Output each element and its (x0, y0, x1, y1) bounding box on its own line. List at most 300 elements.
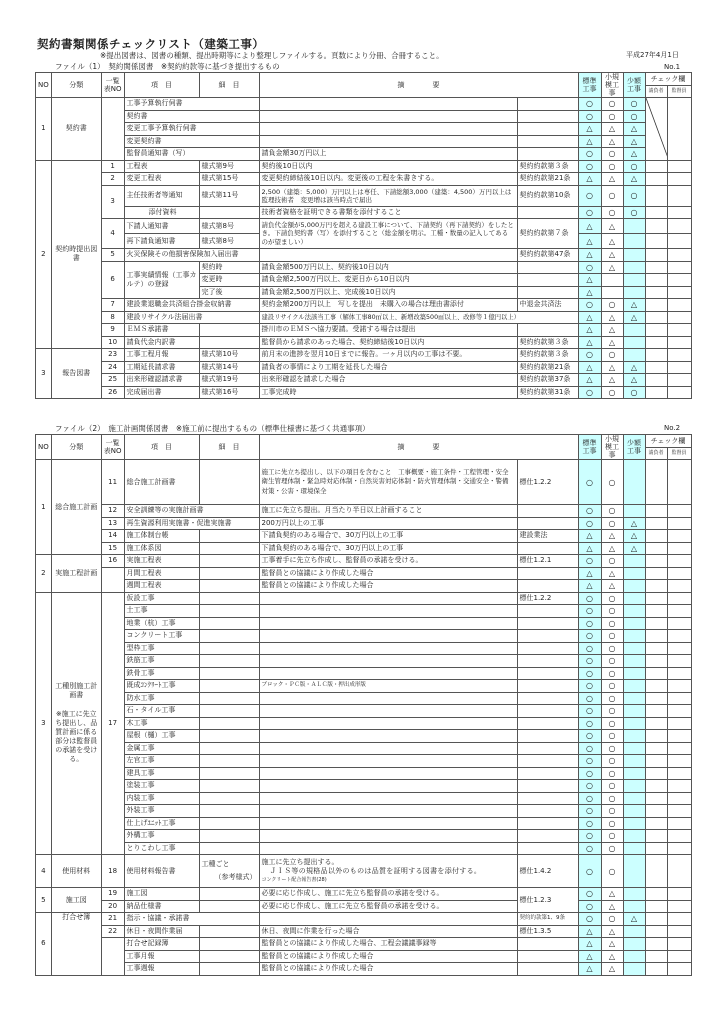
detail (199, 336, 259, 349)
check-contractor[interactable] (645, 374, 667, 387)
group-category: 総合施工計画 (51, 460, 101, 555)
mark-minor (623, 592, 645, 605)
checklist-table-file-2 (35, 434, 692, 976)
detail: 様式第8号 (199, 234, 259, 249)
check-contractor[interactable] (645, 336, 667, 349)
detail (199, 730, 259, 743)
mark-small (601, 286, 623, 299)
group-no: 2 (36, 555, 52, 593)
item-name: 型枠工事 (124, 642, 199, 655)
mark-minor: △ (623, 517, 645, 530)
reference: 契約約款第21条 (517, 173, 578, 186)
mark-standard: △ (578, 324, 601, 337)
table-row (36, 160, 692, 173)
summary (259, 98, 517, 111)
detail (199, 530, 259, 543)
reference (517, 135, 578, 148)
table-row (36, 642, 692, 655)
header-list-no: 一覧 表NO (101, 73, 124, 98)
item-name: 完成届出書 (124, 386, 199, 399)
mark-minor (623, 605, 645, 618)
mark-standard: ○ (578, 717, 601, 730)
mark-small: ○ (601, 185, 623, 206)
summary: 請負金額30万円以上 (259, 148, 517, 161)
check-supervisor[interactable] (667, 299, 691, 312)
item-name: 仮設工事 (124, 592, 199, 605)
check-supervisor[interactable] (667, 963, 691, 976)
check-contractor[interactable] (645, 580, 667, 593)
check-contractor[interactable] (645, 655, 667, 668)
check-supervisor[interactable] (667, 98, 691, 161)
check-supervisor[interactable] (667, 311, 691, 324)
table-row (36, 630, 692, 643)
summary: 監督員から請求のあった場合、契約締結後10日以内 (259, 336, 517, 349)
check-contractor[interactable] (645, 555, 667, 568)
summary (259, 655, 517, 668)
summary (259, 780, 517, 793)
check-supervisor[interactable] (667, 261, 691, 274)
check-contractor[interactable] (645, 630, 667, 643)
check-supervisor[interactable] (667, 888, 691, 901)
detail-line: 工種ごと (201, 860, 230, 868)
detail (199, 460, 259, 505)
check-supervisor[interactable] (667, 655, 691, 668)
header-contractor: 請負者 (645, 447, 667, 460)
summary: 請負金額2,500万円以上、変更日から10日以内 (259, 274, 517, 287)
detail (199, 742, 259, 755)
item-name: 実施工程表 (124, 555, 199, 568)
check-supervisor[interactable] (667, 742, 691, 755)
item-name: 地業（杭）工事 (124, 617, 199, 630)
check-supervisor[interactable] (667, 717, 691, 730)
mark-minor: ○ (623, 185, 645, 206)
check-contractor[interactable] (645, 680, 667, 693)
mark-standard: △ (578, 580, 601, 593)
check-supervisor[interactable] (667, 185, 691, 206)
check-contractor[interactable] (645, 667, 667, 680)
mark-standard: △ (578, 219, 601, 234)
check-supervisor[interactable] (667, 460, 691, 505)
summary: 前月末の進捗を翌月10日までに報告。一ヶ月以内の工事は不要。 (259, 349, 517, 362)
mark-standard: △ (578, 249, 601, 262)
table-row (36, 219, 692, 234)
mark-standard: ○ (578, 460, 601, 505)
check-contractor[interactable] (645, 692, 667, 705)
header-contractor: 請負者 (645, 85, 667, 98)
check-contractor[interactable] (645, 542, 667, 555)
check-supervisor[interactable] (667, 274, 691, 287)
check-contractor[interactable] (645, 730, 667, 743)
check-contractor[interactable] (645, 755, 667, 768)
header-no: NO (36, 73, 52, 98)
reference (517, 642, 578, 655)
header-standard-work: 標準 工事 (578, 73, 601, 98)
check-supervisor[interactable] (667, 767, 691, 780)
check-contractor[interactable] (645, 324, 667, 337)
check-supervisor[interactable] (667, 617, 691, 630)
mark-standard: ○ (578, 667, 601, 680)
check-contractor[interactable] (645, 605, 667, 618)
mark-small: △ (601, 173, 623, 186)
table-row (36, 148, 692, 161)
header-minor-work: 少額 工事 (623, 73, 645, 98)
mark-small: ○ (601, 830, 623, 843)
mark-standard: ○ (578, 680, 601, 693)
check-supervisor[interactable] (667, 913, 691, 926)
check-contractor[interactable] (645, 286, 667, 299)
check-supervisor[interactable] (667, 286, 691, 299)
header-detail: 細 目 (199, 73, 259, 98)
summary: 請負金額2,500万円以上、完成後10日以内 (259, 286, 517, 299)
page-title: 契約書類関係チェックリスト（建築工事） (37, 37, 265, 51)
check-supervisor[interactable] (667, 730, 691, 743)
item-name: 施工体系図 (124, 542, 199, 555)
reference: 建設業法 (517, 530, 578, 543)
mark-standard: ○ (578, 505, 601, 518)
check-supervisor[interactable] (667, 605, 691, 618)
mark-standard: △ (578, 925, 601, 938)
check-contractor[interactable] (645, 855, 667, 888)
check-supervisor[interactable] (667, 234, 691, 249)
mark-small: ○ (601, 605, 623, 618)
reference: 標仕1.4.2 (517, 855, 578, 888)
check-contractor[interactable] (645, 642, 667, 655)
check-contractor[interactable] (645, 780, 667, 793)
mark-small: ○ (601, 717, 623, 730)
check-supervisor[interactable] (667, 219, 691, 234)
reference: 契約約款第10条 (517, 185, 578, 206)
mark-minor (623, 767, 645, 780)
reference (517, 286, 578, 299)
mark-standard: ○ (578, 110, 601, 123)
item-name: 再下請負通知書 (124, 234, 199, 249)
item-name: 打合せ記録簿 (124, 938, 199, 951)
list-no: 20 (101, 900, 124, 913)
check-supervisor[interactable] (667, 336, 691, 349)
check-supervisor[interactable] (667, 817, 691, 830)
reference (517, 780, 578, 793)
summary: 工事着手に先立ち作成し、監督員の承諾を受ける。 (259, 555, 517, 568)
group-category: 実施工程計画 (51, 555, 101, 593)
summary: 必要に応じ作成し、施工に先立ち監督員の承諾を受ける。 (259, 900, 517, 913)
list-no: 8 (101, 311, 124, 324)
table-row (36, 680, 692, 693)
header-summary: 摘 要 (259, 435, 578, 460)
check-contractor[interactable] (645, 938, 667, 951)
list-no (101, 98, 124, 161)
check-contractor[interactable] (645, 913, 667, 926)
detail (199, 580, 259, 593)
check-supervisor[interactable] (667, 530, 691, 543)
mark-standard: △ (578, 123, 601, 136)
check-supervisor[interactable] (667, 324, 691, 337)
mark-small: △ (601, 900, 623, 913)
mark-standard: ○ (578, 386, 601, 399)
mark-minor (623, 630, 645, 643)
summary: 監督員との協議により作成した場合 (259, 580, 517, 593)
reference: 契約約款第31条 (517, 386, 578, 399)
table-row (36, 517, 692, 530)
list-no: 23 (101, 349, 124, 362)
check-contractor[interactable] (645, 261, 667, 274)
mark-small: △ (601, 374, 623, 387)
check-supervisor[interactable] (667, 680, 691, 693)
check-supervisor[interactable] (667, 374, 691, 387)
check-contractor[interactable] (645, 219, 667, 234)
item-name: 工程表 (124, 160, 199, 173)
check-contractor[interactable] (645, 830, 667, 843)
table-row (36, 938, 692, 951)
check-supervisor[interactable] (667, 361, 691, 374)
issue-date: 平成27年4月1日 (626, 51, 679, 59)
check-contractor[interactable] (645, 742, 667, 755)
check-contractor[interactable] (645, 963, 667, 976)
check-contractor[interactable] (645, 173, 667, 186)
reference (517, 580, 578, 593)
check-supervisor[interactable] (667, 386, 691, 399)
check-supervisor[interactable] (667, 580, 691, 593)
check-contractor[interactable] (645, 361, 667, 374)
detail (199, 642, 259, 655)
check-supervisor[interactable] (667, 173, 691, 186)
check-contractor[interactable] (645, 805, 667, 818)
mark-minor (623, 219, 645, 234)
mark-minor: ○ (623, 160, 645, 173)
reference (517, 148, 578, 161)
check-supervisor[interactable] (667, 349, 691, 362)
check-contractor[interactable] (645, 950, 667, 963)
mark-standard: ○ (578, 767, 601, 780)
check-contractor[interactable] (645, 505, 667, 518)
detail (199, 767, 259, 780)
mark-small: △ (601, 530, 623, 543)
check-supervisor[interactable] (667, 938, 691, 951)
mark-standard: ○ (578, 817, 601, 830)
mark-standard: △ (578, 542, 601, 555)
summary-line: ＪＩＳ等の規格品以外のものは品質を証明する図書を添付する。 (269, 866, 482, 875)
summary: 監督員との協議により作成した場合 (259, 950, 517, 963)
check-contractor[interactable] (645, 767, 667, 780)
mark-minor: △ (623, 135, 645, 148)
item-name: 指示・協議・承諾書 (124, 913, 259, 926)
reference (517, 705, 578, 718)
check-contractor[interactable] (645, 234, 667, 249)
check-contractor[interactable] (645, 842, 667, 855)
check-supervisor[interactable] (667, 555, 691, 568)
check-contractor[interactable] (645, 274, 667, 287)
table-row (36, 324, 692, 337)
check-contractor[interactable] (645, 517, 667, 530)
mark-small: ○ (601, 780, 623, 793)
summary-line: 施工に先立ち提出する。 (261, 857, 339, 866)
mark-small: ○ (601, 517, 623, 530)
check-contractor[interactable] (645, 299, 667, 312)
table-row (36, 374, 692, 387)
list-no: 13 (101, 517, 124, 530)
check-contractor[interactable] (645, 717, 667, 730)
mark-minor (623, 680, 645, 693)
check-supervisor[interactable] (667, 805, 691, 818)
check-contractor[interactable] (645, 888, 667, 901)
detail (199, 925, 259, 938)
mark-minor: ○ (623, 206, 645, 219)
detail: 様式第9号 (199, 160, 259, 173)
check-supervisor[interactable] (667, 855, 691, 888)
check-contractor[interactable] (645, 792, 667, 805)
check-contractor[interactable] (645, 386, 667, 399)
table-row (36, 780, 692, 793)
mark-standard: △ (578, 234, 601, 249)
mark-minor: ○ (623, 98, 645, 111)
table-row (36, 855, 692, 888)
mark-small: ○ (601, 705, 623, 718)
detail: 様式第16号 (199, 386, 259, 399)
list-no: 5 (101, 249, 124, 262)
check-contractor[interactable] (645, 349, 667, 362)
check-contractor[interactable] (645, 249, 667, 262)
check-supervisor[interactable] (667, 792, 691, 805)
summary: 監督員との協議により作成した場合 (259, 567, 517, 580)
mark-minor (623, 888, 645, 901)
table-row (36, 667, 692, 680)
mark-standard: ○ (578, 730, 601, 743)
reference (517, 123, 578, 136)
item-name: 建具工事 (124, 767, 199, 780)
list-no: 26 (101, 386, 124, 399)
header-check-column: チェック欄 (645, 435, 691, 448)
mark-small: ○ (601, 160, 623, 173)
reference (517, 717, 578, 730)
detail (199, 206, 259, 219)
table-row (36, 963, 692, 976)
mark-minor (623, 830, 645, 843)
item-name: 契約書 (124, 110, 259, 123)
detail (199, 324, 259, 337)
item-name: 使用材料報告書 (124, 855, 199, 888)
mark-minor (623, 730, 645, 743)
reference: 契約約款第1、9条 (517, 913, 578, 926)
reference: 標仕1.2.2 (517, 592, 578, 605)
item-name: 施工体制台帳 (124, 530, 199, 543)
group-no: 3 (36, 592, 52, 855)
group-category (51, 592, 101, 855)
reference: 標仕1.2.1 (517, 555, 578, 568)
check-supervisor[interactable] (667, 206, 691, 219)
table-row (36, 792, 692, 805)
check-contractor[interactable] (645, 817, 667, 830)
reference (517, 110, 578, 123)
summary (259, 742, 517, 755)
item-name: 変更契約書 (124, 135, 259, 148)
check-contractor[interactable] (645, 206, 667, 219)
summary (259, 605, 517, 618)
check-supervisor[interactable] (667, 592, 691, 605)
detail: 様式第11号 (199, 185, 259, 206)
check-contractor[interactable] (645, 705, 667, 718)
mark-small: ○ (601, 842, 623, 855)
item-name: 屋根（樋）工事 (124, 730, 199, 743)
mark-standard: ○ (578, 185, 601, 206)
check-supervisor[interactable] (667, 667, 691, 680)
check-contractor[interactable] (645, 617, 667, 630)
detail: 様式第15号 (199, 173, 259, 186)
check-supervisor[interactable] (667, 755, 691, 768)
check-contractor[interactable] (645, 925, 667, 938)
group-category-label: 工種別施工計画書 (55, 682, 98, 700)
check-supervisor[interactable] (667, 517, 691, 530)
mark-minor (623, 642, 645, 655)
check-supervisor[interactable] (667, 925, 691, 938)
check-supervisor[interactable] (667, 160, 691, 173)
check-supervisor[interactable] (667, 567, 691, 580)
checklist-table-file-1 (35, 72, 692, 399)
summary: 施工に先立ち提出。月当たり半日以上計画すること (259, 505, 517, 518)
reference (517, 206, 578, 219)
mark-standard: ○ (578, 206, 601, 219)
page-number-1: No.1 (664, 63, 681, 71)
check-supervisor[interactable] (667, 842, 691, 855)
table-row (36, 555, 692, 568)
check-supervisor[interactable] (667, 692, 691, 705)
item-name: 再生資源利用実施書・促進実施書 (124, 517, 259, 530)
mark-small: △ (601, 361, 623, 374)
mark-small: ○ (601, 386, 623, 399)
reference (517, 842, 578, 855)
check-supervisor[interactable] (667, 900, 691, 913)
check-contractor[interactable] (645, 530, 667, 543)
summary-line: コンクリート配合報告書(28) (261, 876, 327, 883)
mark-minor (623, 950, 645, 963)
list-no: 11 (101, 460, 124, 505)
mark-small: ○ (601, 817, 623, 830)
check-supervisor[interactable] (667, 630, 691, 643)
check-supervisor[interactable] (667, 780, 691, 793)
check-contractor[interactable] (645, 567, 667, 580)
mark-minor (623, 963, 645, 976)
list-no (101, 567, 124, 592)
list-no: 12 (101, 505, 124, 518)
table-row (36, 206, 692, 219)
mark-standard: ○ (578, 830, 601, 843)
mark-minor (623, 755, 645, 768)
file-1-label: ファイル（1） 契約関係図書 ※契約約款等に基づき提出するもの (55, 62, 280, 71)
check-contractor[interactable] (645, 900, 667, 913)
item-name: 週間工程表 (124, 580, 199, 593)
page-number-2: No.2 (664, 424, 681, 432)
check-supervisor[interactable] (667, 642, 691, 655)
check-contractor[interactable] (645, 311, 667, 324)
check-contractor[interactable] (645, 592, 667, 605)
check-supervisor[interactable] (667, 249, 691, 262)
check-contractor[interactable] (645, 160, 667, 173)
check-supervisor[interactable] (667, 830, 691, 843)
reference (517, 324, 578, 337)
mark-small: △ (601, 567, 623, 580)
check-supervisor[interactable] (667, 505, 691, 518)
detail (199, 592, 259, 605)
check-supervisor[interactable] (667, 950, 691, 963)
summary: ブロック・ＰＣ版・ＡＬＣ版・押出成形版 (259, 680, 517, 693)
mark-standard: ○ (578, 642, 601, 655)
check-contractor[interactable] (645, 185, 667, 206)
check-supervisor[interactable] (667, 705, 691, 718)
table-row (36, 299, 692, 312)
check-contractor[interactable] (645, 460, 667, 505)
mark-standard: ○ (578, 555, 601, 568)
table-row (36, 592, 692, 605)
mark-small: ○ (601, 505, 623, 518)
check-supervisor[interactable] (667, 542, 691, 555)
